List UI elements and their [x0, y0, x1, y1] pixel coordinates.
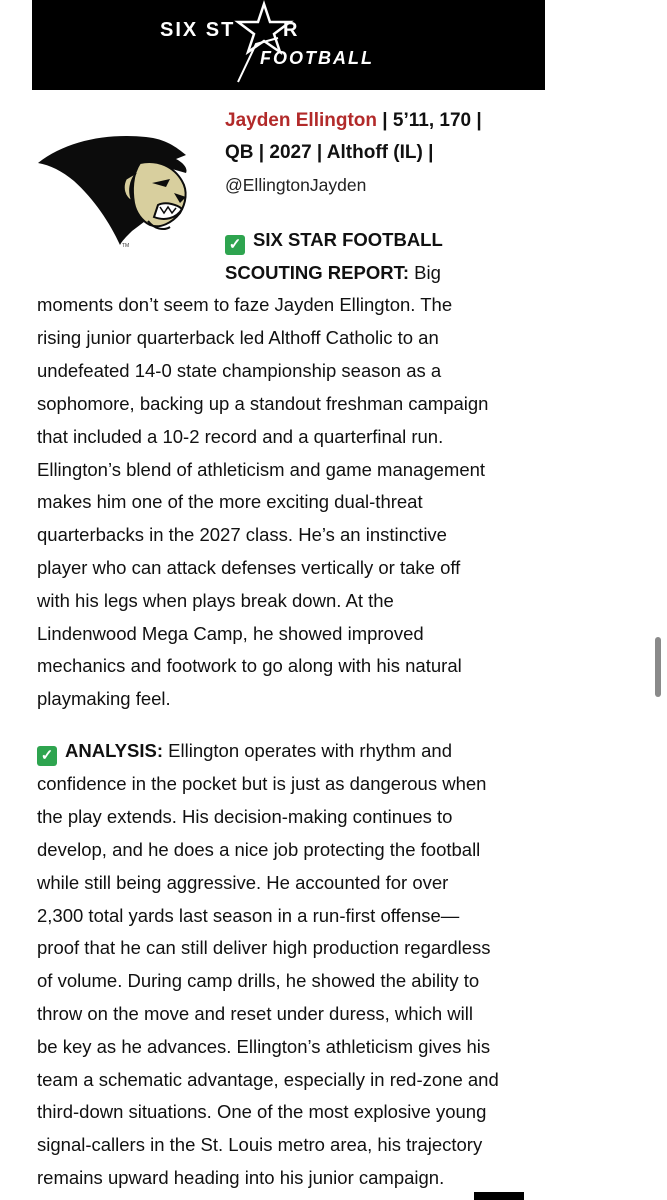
report-line: with his legs when plays break down. At the	[37, 590, 394, 611]
althoff-lion-logo	[36, 133, 194, 253]
analysis-line: proof that he can still deliver high production regardless	[37, 937, 491, 958]
analysis-line: of volume. During camp drills, he showed the ability to	[37, 970, 480, 991]
report-line: moments don’t seem to faze Jayden Ellington. The	[37, 294, 453, 315]
report-heading-line-1	[225, 228, 443, 255]
height-weight: | 5’11, 170 |	[377, 110, 482, 131]
report-line: rising junior quarterback led Althoff Catholic to an	[37, 327, 439, 348]
analysis-line: develop, and he does a nice job protecting the football	[37, 839, 481, 860]
analysis-line: while still being aggressive. He accounted for over	[37, 872, 449, 893]
report-line: mechanics and footwork to go along with his natural	[37, 655, 462, 676]
analysis-heading: ANALYSIS:	[65, 740, 164, 761]
banner-logo	[32, 0, 545, 90]
analysis-first-line: Ellington operates with rhythm and	[163, 740, 452, 761]
analysis-line: the play extends. His decision-making continues to	[37, 806, 453, 827]
report-line: Lindenwood Mega Camp, he showed improved	[37, 623, 424, 644]
report-line: Ellington’s blend of athleticism and game management	[37, 459, 486, 480]
analysis-line: team a schematic advantage, especially in red-zone and	[37, 1069, 499, 1090]
report-line: makes him one of the more exciting dual-threat	[37, 491, 423, 512]
report-line: player who can attack defenses vertically or take off	[37, 557, 461, 578]
banner-text-r: R	[283, 19, 300, 41]
report-line: that included a 10-2 record and a quarterfinal run.	[37, 426, 444, 447]
star-icon	[238, 4, 290, 52]
banner-text-football: FOOTBALL	[260, 48, 374, 68]
analysis-line: throw on the move and reset under duress, which will	[37, 1003, 473, 1024]
check-mark-icon: ✓	[225, 235, 245, 255]
report-line: sophomore, backing up a standout freshman campaign	[37, 393, 489, 414]
analysis-line: 2,300 total yards last season in a run-first offense—	[37, 905, 460, 926]
report-heading-1: SIX STAR FOOTBALL	[253, 229, 443, 250]
banner-text-six-star: SIX ST	[160, 19, 236, 41]
six-star-football-banner	[32, 0, 545, 90]
scrollbar-thumb[interactable]	[655, 637, 661, 697]
analysis-line-1	[37, 739, 452, 766]
report-line: playmaking feel.	[37, 688, 171, 709]
trademark-mark: TM	[122, 243, 130, 249]
report-first-words: Big	[408, 262, 441, 283]
header-line-1	[225, 105, 645, 137]
bottom-edge-element	[474, 1192, 524, 1200]
twitter-handle[interactable]: @EllingtonJayden	[225, 175, 367, 195]
header-line-2: QB | 2027 | Althoff (IL) |	[225, 142, 434, 163]
lion-head-icon	[36, 133, 194, 253]
analysis-line: signal-callers in the St. Louis metro area, his trajectory	[37, 1134, 483, 1155]
analysis-line: confidence in the pocket but is just as dangerous when	[37, 773, 487, 794]
report-line: quarterbacks in the 2027 class. He’s an instinctive	[37, 524, 447, 545]
player-header	[225, 105, 645, 201]
report-heading-line-2	[225, 261, 441, 285]
player-name[interactable]: Jayden Ellington	[225, 110, 378, 131]
report-line: undefeated 14-0 state championship season as a	[37, 360, 442, 381]
analysis-line: be key as he advances. Ellington’s athleticism gives his	[37, 1036, 491, 1057]
analysis-line: third-down situations. One of the most explosive young	[37, 1101, 487, 1122]
check-mark-icon: ✓	[37, 746, 57, 766]
analysis-line: remains upward heading into his junior campaign.	[37, 1167, 445, 1188]
report-heading-2: SCOUTING REPORT:	[225, 262, 409, 283]
